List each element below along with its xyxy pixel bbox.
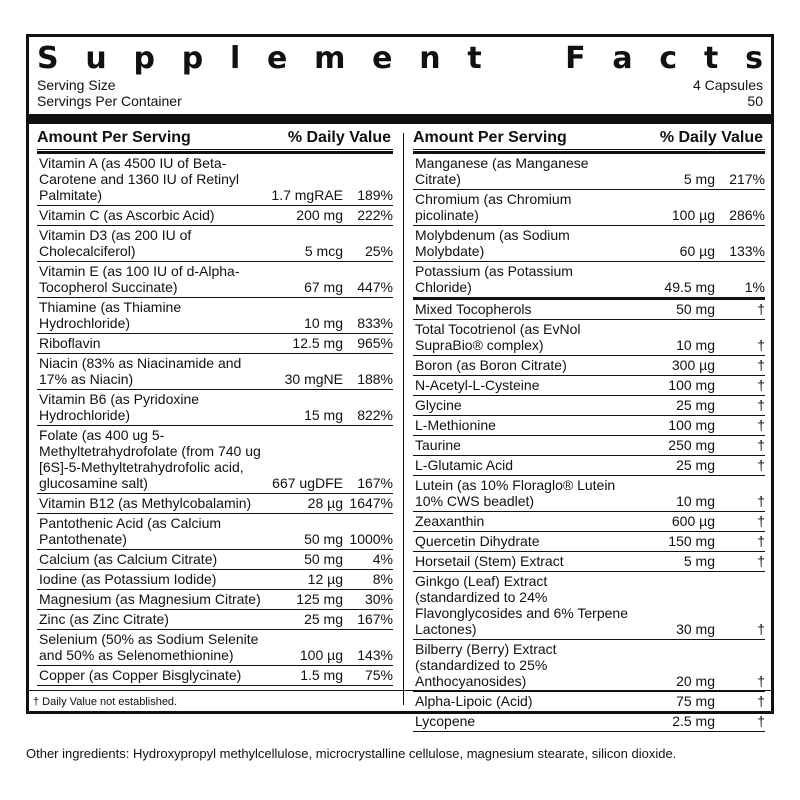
serving-size-label: Serving Size <box>37 77 116 93</box>
nutrient-row <box>413 712 765 732</box>
nutrient-name: Magnesium (as Magnesium Citrate) <box>39 591 261 607</box>
nutrient-daily-value: 189% <box>357 187 393 203</box>
nutrient-amount: 1.7 mgRAE <box>271 187 343 203</box>
nutrient-row <box>37 494 393 514</box>
nutrient-daily-value: † <box>757 377 765 393</box>
nutrient-amount: 10 mg <box>676 337 715 353</box>
nutrient-row <box>37 354 393 390</box>
nutrient-row <box>413 190 765 226</box>
nutrient-name: Vitamin D3 (as 200 IU of Cholecalciferol) <box>39 227 192 259</box>
nutrient-name: Boron (as Boron Citrate) <box>415 357 567 373</box>
servings-per-container-label: Servings Per Container <box>37 93 182 109</box>
nutrient-name: Vitamin E (as 100 IU of d-Alpha-Tocopherol Succinate) <box>39 263 240 295</box>
nutrient-amount: 200 mg <box>296 207 343 223</box>
nutrient-amount: 50 mg <box>304 551 343 567</box>
nutrient-daily-value: † <box>757 621 765 637</box>
nutrient-amount: 5 mg <box>683 553 715 569</box>
nutrient-amount: 300 µg <box>671 357 715 373</box>
nutrient-row <box>37 570 393 590</box>
nutrient-row <box>413 300 765 320</box>
daily-value-header: % Daily Value <box>287 129 391 146</box>
nutrient-daily-value: 8% <box>372 571 393 587</box>
nutrient-name: Vitamin B6 (as Pyridoxine Hydrochloride) <box>39 391 200 423</box>
nutrient-name: Zinc (as Zinc Citrate) <box>39 611 169 627</box>
nutrient-name: L-Methionine <box>415 417 496 433</box>
nutrient-daily-value: † <box>757 397 765 413</box>
right-column-header <box>413 127 765 150</box>
nutrient-daily-value: 965% <box>357 335 393 351</box>
nutrient-row <box>413 262 765 300</box>
nutrient-name: Ginkgo (Leaf) Extract (standardized to 24% Flavonglycosides and 6% Terpene Lactones) <box>415 573 628 637</box>
nutrient-daily-value: 4% <box>372 551 393 567</box>
nutrient-amount: 250 mg <box>668 437 715 453</box>
nutrient-name: Vitamin B12 (as Methylcobalamin) <box>39 495 252 511</box>
nutrient-daily-value: † <box>757 337 765 353</box>
nutrient-row <box>413 320 765 356</box>
left-column <box>37 127 393 686</box>
column-divider <box>403 133 404 705</box>
nutrient-name: Calcium (as Calcium Citrate) <box>39 551 218 567</box>
nutrient-row <box>37 666 393 686</box>
nutrient-daily-value: 447% <box>357 279 393 295</box>
nutrient-daily-value: † <box>757 553 765 569</box>
nutrient-name: Manganese (as Manganese Citrate) <box>415 155 589 187</box>
nutrient-amount: 667 ugDFE <box>272 475 343 491</box>
nutrient-amount: 15 mg <box>304 407 343 423</box>
nutrient-row <box>413 692 765 712</box>
daily-value-header: % Daily Value <box>659 129 763 146</box>
nutrient-amount: 25 mg <box>676 397 715 413</box>
nutrient-row <box>413 532 765 552</box>
nutrient-name: Copper (as Copper Bisglycinate) <box>39 667 242 683</box>
serving-info <box>37 77 763 109</box>
nutrient-amount: 100 mg <box>668 377 715 393</box>
nutrient-daily-value: 188% <box>357 371 393 387</box>
nutrient-row <box>37 426 393 494</box>
nutrient-name: Total Tocotrienol (as EvNol SupraBio® complex) <box>415 321 581 353</box>
nutrient-daily-value: † <box>757 693 765 709</box>
nutrient-daily-value: 75% <box>364 667 393 683</box>
nutrient-amount: 125 mg <box>296 591 343 607</box>
nutrient-row <box>413 572 765 640</box>
nutrient-row <box>37 550 393 570</box>
panel-title: S u p p l e m e n t F a c t s <box>37 40 763 76</box>
nutrient-row <box>413 512 765 532</box>
nutrient-row <box>413 436 765 456</box>
nutrient-row <box>413 640 765 692</box>
nutrient-row <box>413 226 765 262</box>
nutrient-row <box>413 154 765 190</box>
nutrient-daily-value: 822% <box>357 407 393 423</box>
nutrient-daily-value: † <box>757 457 765 473</box>
nutrient-row <box>413 396 765 416</box>
nutrient-daily-value: 25% <box>364 243 393 259</box>
nutrient-daily-value: 1% <box>744 279 765 295</box>
nutrient-row <box>37 630 393 666</box>
nutrient-amount: 75 mg <box>676 693 715 709</box>
left-column-header <box>37 127 393 150</box>
nutrient-amount: 100 µg <box>299 647 343 663</box>
nutrient-daily-value: 30% <box>364 591 393 607</box>
nutrient-name: Folate (as 400 ug 5-Methyltetrahydrofolate (from 740 ug [6S]-5-Methyltetrahydrofolic acid, glucosamine salt) <box>39 427 261 491</box>
nutrient-amount: 30 mgNE <box>284 371 343 387</box>
amount-per-serving-header: Amount Per Serving <box>37 129 191 146</box>
nutrient-amount: 100 µg <box>671 207 715 223</box>
nutrient-daily-value: 1000% <box>349 531 393 547</box>
nutrient-name: Molybdenum (as Sodium Molybdate) <box>415 227 570 259</box>
nutrient-daily-value: 286% <box>729 207 765 223</box>
nutrient-row <box>37 226 393 262</box>
nutrient-amount: 67 mg <box>304 279 343 295</box>
nutrient-daily-value: † <box>757 301 765 317</box>
servings-per-container-value: 50 <box>747 93 763 109</box>
nutrient-row <box>37 514 393 550</box>
nutrient-name: Zeaxanthin <box>415 513 485 529</box>
nutrient-amount: 30 mg <box>676 621 715 637</box>
nutrient-row <box>37 206 393 226</box>
nutrient-amount: 5 mcg <box>304 243 343 259</box>
nutrient-amount: 50 mg <box>304 531 343 547</box>
nutrient-row <box>37 298 393 334</box>
nutrient-daily-value: † <box>757 713 765 729</box>
thick-rule <box>29 114 771 124</box>
nutrient-amount: 1.5 mg <box>300 667 343 683</box>
nutrient-name: Thiamine (as Thiamine Hydrochloride) <box>39 299 182 331</box>
nutrient-name: Riboflavin <box>39 335 101 351</box>
nutrient-row <box>37 334 393 354</box>
nutrient-amount: 5 mg <box>683 171 715 187</box>
nutrient-amount: 60 µg <box>679 243 715 259</box>
nutrient-daily-value: † <box>757 357 765 373</box>
nutrient-amount: 25 mg <box>304 611 343 627</box>
amount-per-serving-header: Amount Per Serving <box>413 129 567 146</box>
nutrient-name: Potassium (as Potassium Chloride) <box>415 263 573 295</box>
nutrient-name: L-Glutamic Acid <box>415 457 514 473</box>
nutrient-amount: 10 mg <box>304 315 343 331</box>
nutrient-name: Alpha-Lipoic (Acid) <box>415 693 533 709</box>
nutrient-name: Taurine <box>415 437 461 453</box>
nutrient-row <box>413 456 765 476</box>
nutrient-daily-value: 217% <box>729 171 765 187</box>
nutrient-daily-value: 133% <box>729 243 765 259</box>
nutrient-daily-value: † <box>757 533 765 549</box>
nutrient-amount: 10 mg <box>676 493 715 509</box>
nutrient-amount: 12.5 mg <box>292 335 343 351</box>
nutrient-name: Niacin (83% as Niacinamide and 17% as Niacin) <box>39 355 242 387</box>
nutrient-name: Chromium (as Chromium picolinate) <box>415 191 572 223</box>
nutrient-name: Selenium (50% as Sodium Selenite and 50% as Selenomethionine) <box>39 631 259 663</box>
nutrient-row <box>413 356 765 376</box>
nutrient-daily-value: 833% <box>357 315 393 331</box>
nutrient-daily-value: 222% <box>357 207 393 223</box>
other-ingredients: Other ingredients: Hydroxypropyl methylcellulose, microcrystalline cellulose, magnesium stearate, silicon dioxide. <box>26 746 677 761</box>
supplement-facts-panel <box>26 34 774 729</box>
footnote: † Daily Value not established. <box>33 696 178 708</box>
nutrient-amount: 12 µg <box>307 571 343 587</box>
nutrient-amount: 150 mg <box>668 533 715 549</box>
nutrient-row <box>413 376 765 396</box>
nutrient-amount: 50 mg <box>676 301 715 317</box>
nutrient-daily-value: † <box>757 493 765 509</box>
nutrient-amount: 25 mg <box>676 457 715 473</box>
footnote-rule <box>29 690 771 691</box>
nutrient-daily-value: † <box>757 437 765 453</box>
nutrient-amount: 100 mg <box>668 417 715 433</box>
nutrient-name: N-Acetyl-L-Cysteine <box>415 377 540 393</box>
nutrient-name: Vitamin C (as Ascorbic Acid) <box>39 207 215 223</box>
nutrient-name: Horsetail (Stem) Extract <box>415 553 564 569</box>
nutrient-daily-value: 143% <box>357 647 393 663</box>
nutrient-amount: 28 µg <box>307 495 343 511</box>
nutrient-daily-value: 167% <box>357 611 393 627</box>
nutrient-amount: 20 mg <box>676 673 715 689</box>
nutrient-row <box>413 552 765 572</box>
nutrient-amount: 600 µg <box>671 513 715 529</box>
nutrient-name: Vitamin A (as 4500 IU of Beta-Carotene and 1360 IU of Retinyl Palmitate) <box>39 155 240 203</box>
serving-size-value: 4 Capsules <box>692 77 763 93</box>
nutrient-name: Lycopene <box>415 713 476 729</box>
nutrient-row <box>37 154 393 206</box>
nutrient-name: Quercetin Dihydrate <box>415 533 540 549</box>
nutrient-amount: 2.5 mg <box>672 713 715 729</box>
nutrient-row <box>413 476 765 512</box>
nutrient-amount: 49.5 mg <box>664 279 715 295</box>
nutrient-row <box>37 262 393 298</box>
nutrient-name: Lutein (as 10% Floraglo® Lutein 10% CWS beadlet) <box>415 477 616 509</box>
nutrient-daily-value: † <box>757 673 765 689</box>
nutrient-name: Mixed Tocopherols <box>415 301 532 317</box>
nutrient-daily-value: † <box>757 417 765 433</box>
nutrient-name: Pantothenic Acid (as Calcium Pantothenate) <box>39 515 222 547</box>
nutrient-daily-value: † <box>757 513 765 529</box>
nutrient-daily-value: 167% <box>357 475 393 491</box>
nutrient-name: Iodine (as Potassium Iodide) <box>39 571 217 587</box>
nutrient-row <box>37 590 393 610</box>
nutrient-row <box>413 416 765 436</box>
nutrient-row <box>37 390 393 426</box>
nutrient-name: Glycine <box>415 397 462 413</box>
nutrient-daily-value: 1647% <box>349 495 393 511</box>
right-column <box>413 127 765 732</box>
nutrient-row <box>37 610 393 630</box>
nutrient-name: Bilberry (Berry) Extract (standardized to 25% Anthocyanosides) <box>415 641 557 689</box>
